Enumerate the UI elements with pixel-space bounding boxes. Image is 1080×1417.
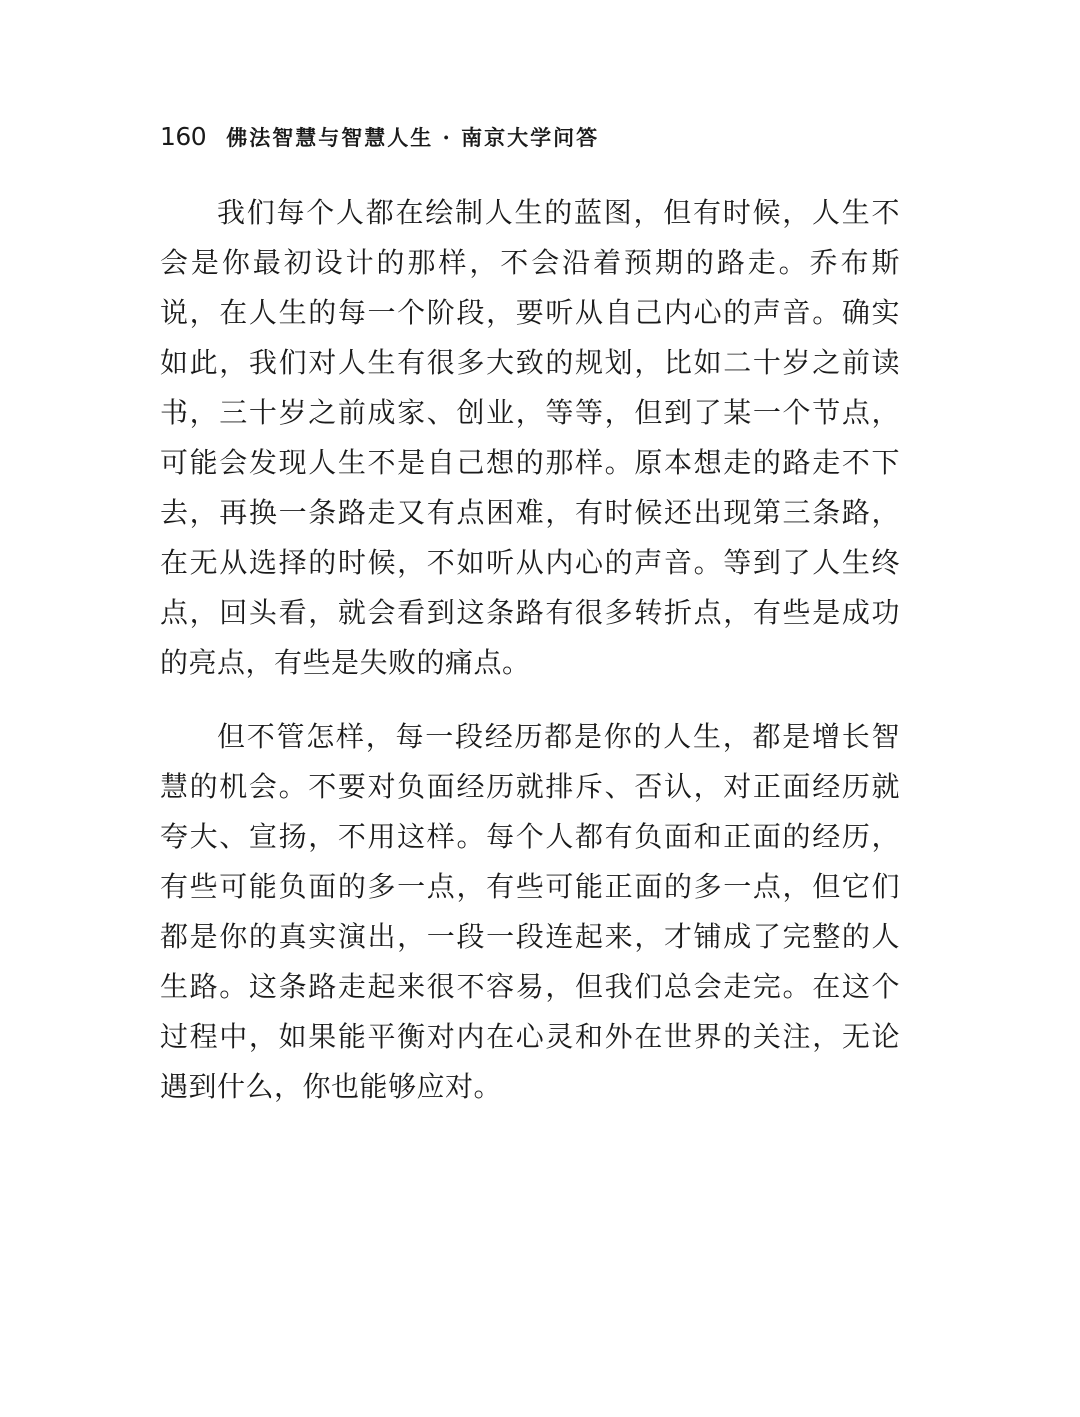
page-header: [160, 122, 599, 152]
paragraph-1: 我们每个人都在绘制人生的蓝图，但有时候，人生不会是你最初设计的那样，不会沿着预期的路走。乔布斯说，在人生的每一个阶段，要听从自己内心的声音。确实如此，我们对人生有很多大致的规划，比如二十岁之前读书，三十岁之前成家、创业，等等，但到了某一个节点，可能会发现人生不是自己想的那样。原本想走的路走不下去，再换一条路走又有点困难，有时候还出现第三条路，在无从选择的时候，不如听从内心的声音。等到了人生终点，回头看，就会看到这条路有很多转折点，有些是成功的亮点，有些是失败的痛点。: [160, 196, 900, 679]
page-number: 160: [160, 122, 207, 151]
running-title: 佛法智慧与智慧人生 · 南京大学问答: [226, 125, 600, 150]
body-text: [160, 188, 900, 1112]
paragraph-2: 但不管怎样，每一段经历都是你的人生，都是增长智慧的机会。不要对负面经历就排斥、否认，对正面经历就夸大、宣扬，不用这样。每个人都有负面和正面的经历，有些可能负面的多一点，有些可能正面的多一点，但它们都是你的真实演出，一段一段连起来，才铺成了完整的人生路。这条路走起来很不容易，但我们总会走完。在这个过程中，如果能平衡对内在心灵和外在世界的关注，无论遇到什么，你也能够应对。: [160, 720, 900, 1103]
